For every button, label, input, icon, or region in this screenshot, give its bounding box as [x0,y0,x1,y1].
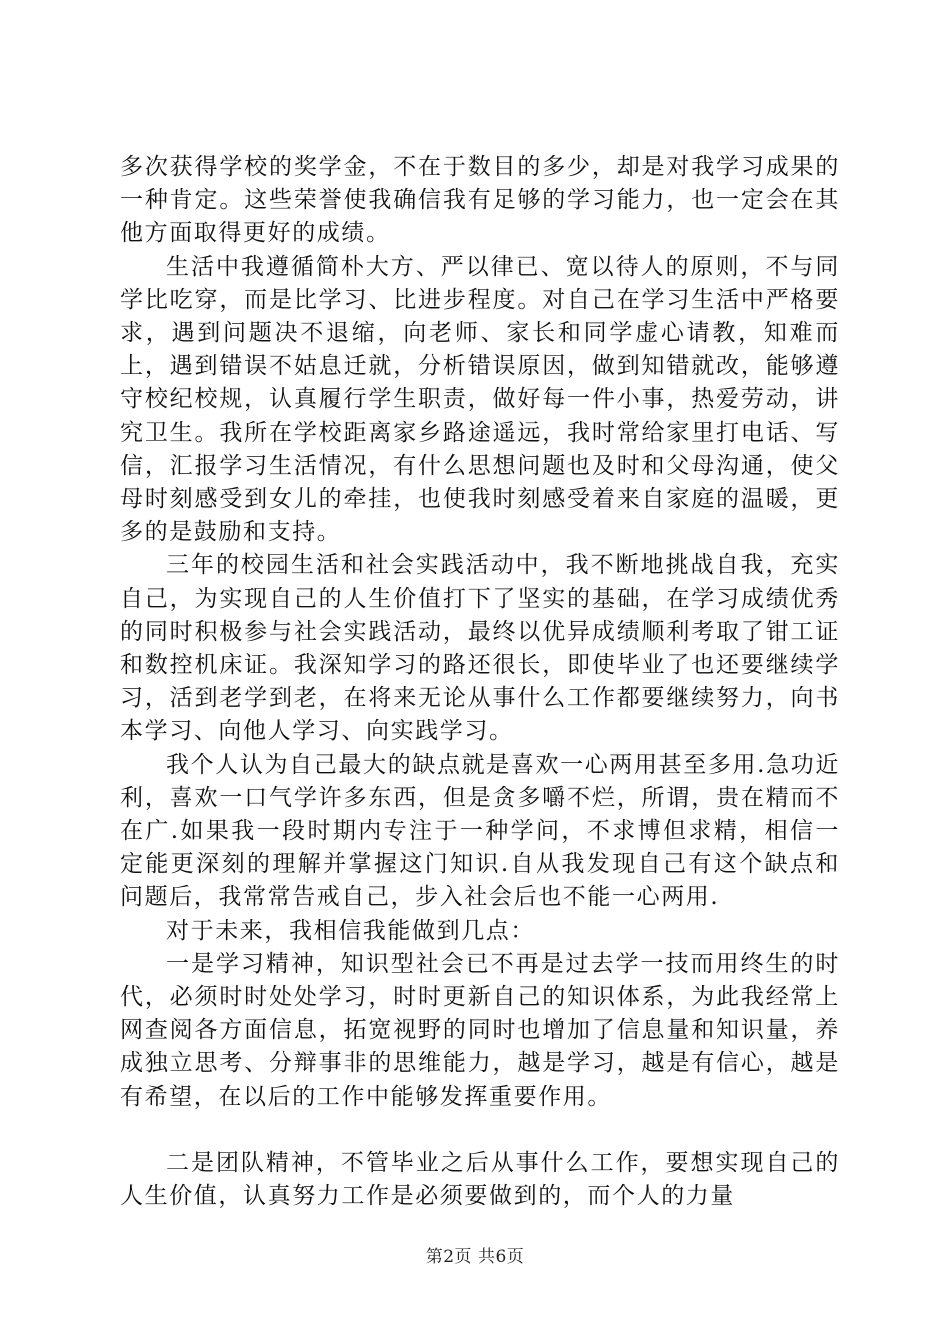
paragraph-life-principles: 生活中我遵循简朴大方、严以律已、宽以待人的原则，不与同学比吃穿，而是比学习、比进步程度。对自己在学习生活中严格要求，遇到问题决不退缩，向老师、家长和同学虚心请教，知难而上，遇到错误不姑息迁就，分析错误原因，做到知错就改，能够遵守校纪校规，认真履行学生职责，做好每一件小事，热爱劳动，讲究卫生。我所在学校距离家乡路途遥远，我时常给家里打电话、写信，汇报学习生活情况，有什么思想问题也及时和父母沟通，使父母时刻感受到女儿的牵挂，也使我时刻感受着来自家庭的温暖，更多的是鼓励和支持。 [120,253,840,546]
paragraph-campus-practice: 三年的校园生活和社会实践活动中，我不断地挑战自我，充实自己，为实现自己的人生价值打下了坚实的基础，在学习成绩优秀的同时积极参与社会实践活动，最终以优异成绩顺利考取了钳工证和数控机床证。我深知学习的路还很长，即使毕业了也还要继续学习，活到老学到老，在将来无论从事什么工作都要继续努力，向书本学习、向他人学习、向实践学习。 [120,552,840,745]
paragraph-shortcomings: 我个人认为自己最大的缺点就是喜欢一心两用甚至多用.急功近利，喜欢一口气学许多东西，但是贪多嚼不烂，所谓，贵在精而不在广.如果我一段时期内专注于一种学问，不求博但求精，相信一定能更深刻的理解并掌握这门知识.自从我发现自己有这个缺点和问题后，我常常告戒自己，步入社会后也不能一心两用. [120,751,840,911]
paragraph-team-spirit: 二是团队精神，不管毕业之后从事什么工作，要想实现自己的人生价值，认真努力工作是必须要做到的，而个人的力量 [120,1149,840,1210]
document-body [120,151,840,1213]
paragraph-learning-spirit: 一是学习精神，知识型社会已不再是过去学一技而用终生的时代，必须时时处处学习，时时更新自己的知识体系，为此我经常上网查阅各方面信息，拓宽视野的同时也增加了信息量和知识量，养成独立思考、分辩事非的思维能力，越是学习，越是有信心，越是有希望，在以后的工作中能够发挥重要作用。 [120,950,840,1110]
paragraph-continuation: 多次获得学校的奖学金，不在于数目的多少，却是对我学习成果的一种肯定。这些荣誉使我确信我有足够的学习能力，也一定会在其他方面取得更好的成绩。 [120,154,840,247]
paragraph-future-intro: 对于未来，我相信我能做到几点： [166,917,535,944]
page-number-footer: 第2页 共6页 [425,1247,525,1267]
